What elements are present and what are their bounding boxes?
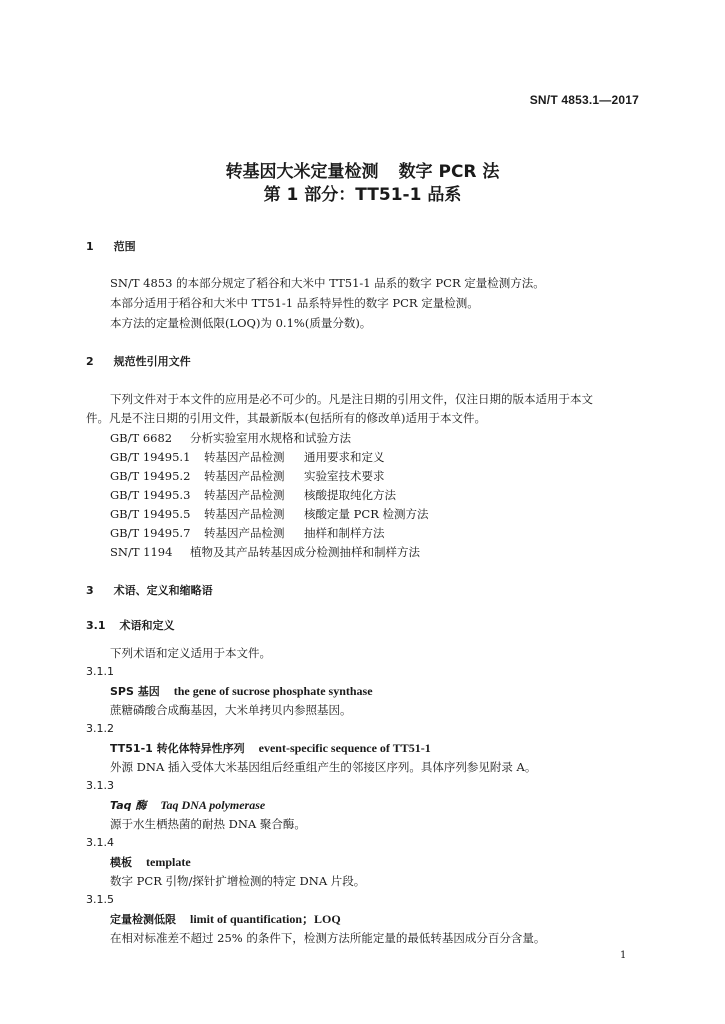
term-heading: TT51-1 转化体特异性序列 event-specific sequence of TT51-1 (110, 741, 431, 755)
subsection-3-1-intro: 下列术语和定义适用于本文件。 (110, 646, 271, 660)
term-number: 3.1.3 (86, 779, 114, 792)
document-title-line1 (0, 157, 725, 182)
page-number: 1 (620, 950, 627, 961)
title-method: 数字 PCR 法 (398, 162, 500, 182)
term-heading: Taq 酶 Taq DNA polymerase (110, 798, 266, 812)
term-number: 3.1.1 (86, 665, 114, 678)
document-title-line2: 第 1 部分：TT51-1 品系 (263, 185, 462, 205)
subsection-3-1-heading: 3.1 术语和定义 (86, 619, 175, 632)
title-main: 转基因大米定量检测 (225, 162, 379, 182)
term-heading: SPS 基因 the gene of sucrose phosphate synthase (110, 684, 373, 698)
reference-item: GB/T 19495.1 转基因产品检测 通用要求和定义 (110, 450, 385, 464)
term-definition: 外源 DNA 插入受体大米基因组后经重组产生的邻接区序列。具体序列参见附录 A。 (110, 760, 537, 774)
reference-item: SN/T 1194 植物及其产品转基因成分检测抽样和制样方法 (110, 545, 420, 559)
term-number: 3.1.2 (86, 722, 114, 735)
section-1-heading: 1 范围 (86, 240, 136, 253)
reference-item: GB/T 19495.3 转基因产品检测 核酸提取纯化方法 (110, 488, 396, 502)
standard-code: SN/T 4853.1—2017 (529, 93, 639, 107)
section-1-para-3: 本方法的定量检测低限(LOQ)为 0.1%(质量分数)。 (110, 316, 372, 330)
section-2-intro-1: 下列文件对于本文件的应用是必不可少的。凡是注日期的引用文件，仅注日期的版本适用于本文 (110, 392, 593, 406)
term-definition: 源于水生栖热菌的耐热 DNA 聚合酶。 (110, 817, 306, 831)
term-definition: 数字 PCR 引物/探针扩增检测的特定 DNA 片段。 (110, 874, 366, 888)
reference-item: GB/T 19495.2 转基因产品检测 实验室技术要求 (110, 469, 385, 483)
term-number: 3.1.4 (86, 836, 114, 849)
reference-item: GB/T 19495.5 转基因产品检测 核酸定量 PCR 检测方法 (110, 507, 429, 521)
term-heading: 定量检测低限 limit of quantification；LOQ (110, 912, 341, 926)
term-number: 3.1.5 (86, 893, 114, 906)
section-1-para-1: SN/T 4853 的本部分规定了稻谷和大米中 TT51-1 品系的数字 PCR 定量检测方法。 (110, 276, 545, 290)
reference-item: GB/T 6682 分析实验室用水规格和试验方法 (110, 431, 351, 445)
section-2-intro-2: 件。凡是不注日期的引用文件，其最新版本(包括所有的修改单)适用于本文件。 (86, 411, 486, 425)
reference-item: GB/T 19495.7 转基因产品检测 抽样和制样方法 (110, 526, 385, 540)
term-heading: 模板 template (110, 855, 191, 869)
section-2-heading: 2 规范性引用文件 (86, 355, 191, 368)
term-definition: 蔗糖磷酸合成酶基因，大米单拷贝内参照基因。 (110, 703, 352, 717)
section-3-heading: 3 术语、定义和缩略语 (86, 584, 213, 597)
section-1-para-2: 本部分适用于稻谷和大米中 TT51-1 品系特异性的数字 PCR 定量检测。 (110, 296, 479, 310)
term-definition: 在相对标准差不超过 25% 的条件下，检测方法所能定量的最低转基因成分百分含量。 (110, 931, 546, 945)
